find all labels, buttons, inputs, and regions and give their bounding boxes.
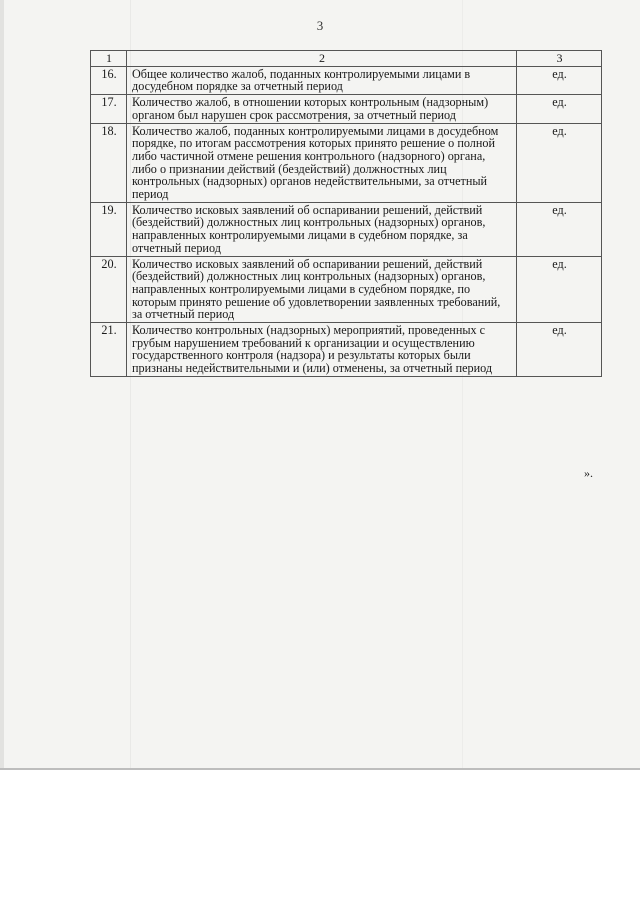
column-header: 3 <box>517 51 602 67</box>
row-description: Количество контрольных (надзорных) мероприятий, проведенных с грубым нарушением требований к организации и осуществлению государственного контроля (надзора) и результаты которых были признаны недействительными и (или) отменены, за отчетный период <box>127 323 517 377</box>
row-unit: ед. <box>517 66 602 94</box>
indicators-table <box>90 50 602 377</box>
closing-quote-mark: ». <box>584 466 593 480</box>
table-row <box>91 323 602 377</box>
row-unit: ед. <box>517 95 602 123</box>
table-row <box>91 66 602 94</box>
row-description: Общее количество жалоб, поданных контролируемыми лицами в досудебном порядке за отчетный период <box>127 66 517 94</box>
column-header: 2 <box>127 51 517 67</box>
table-row <box>91 95 602 123</box>
row-description: Количество жалоб, в отношении которых контрольным (надзорным) органом был нарушен срок рассмотрения, за отчетный период <box>127 95 517 123</box>
row-description: Количество жалоб, поданных контролируемыми лицами в досудебном порядке, по итогам рассмотрения которых принято решение о полной либо частичной отмене решения контрольного (надзорного) органа, либо о признании действий (бездействий) должностных лиц контрольных (надзорных) органов недействительными, за отчетный период <box>127 123 517 202</box>
row-description: Количество исковых заявлений об оспаривании решений, действий (бездействий) должностных лиц контрольных (надзорных) органов, направленных контролируемыми лицами в судебном порядке, по которым принято решение об удовлетворении заявленных требований, за отчетный период <box>127 256 517 323</box>
row-description: Количество исковых заявлений об оспаривании решений, действий (бездействий) должностных лиц контрольных (надзорных) органов, направленных контролируемыми лицами в судебном порядке, за отчетный период <box>127 202 517 256</box>
row-number: 21. <box>91 323 127 377</box>
row-number: 16. <box>91 66 127 94</box>
table-row <box>91 202 602 256</box>
row-number: 18. <box>91 123 127 202</box>
row-number: 17. <box>91 95 127 123</box>
table-header-row <box>91 51 602 67</box>
row-unit: ед. <box>517 256 602 323</box>
row-unit: ед. <box>517 123 602 202</box>
row-number: 19. <box>91 202 127 256</box>
scan-edge-shadow <box>0 0 4 768</box>
column-header: 1 <box>91 51 127 67</box>
page-number: 3 <box>316 18 324 33</box>
row-unit: ед. <box>517 323 602 377</box>
row-number: 20. <box>91 256 127 323</box>
table-row <box>91 123 602 202</box>
table-row <box>91 256 602 323</box>
row-unit: ед. <box>517 202 602 256</box>
